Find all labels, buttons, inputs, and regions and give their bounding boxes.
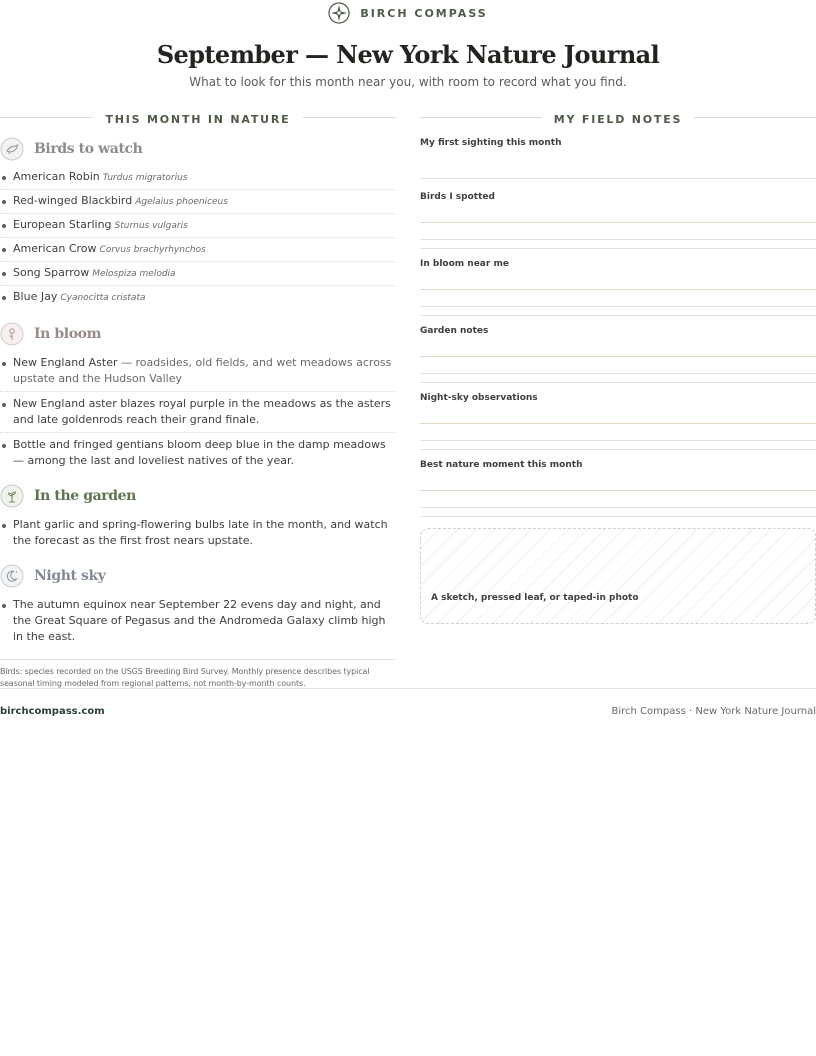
writing-line[interactable]: [420, 178, 816, 179]
footer-site-link[interactable]: birchcompass.com: [0, 706, 105, 717]
field-birds-spotted[interactable]: [420, 192, 816, 249]
bloom-title: In bloom: [34, 326, 101, 342]
compass-icon: [328, 2, 350, 24]
writing-line[interactable]: [420, 507, 816, 508]
sky-list: [0, 593, 396, 649]
list-item: Bottle and fringed gentians bloom deep blue in the damp meadows — among the last and loveliest natives of the year.: [0, 433, 396, 473]
bloom-section: [0, 321, 396, 473]
flower-icon: [0, 322, 24, 346]
brand-name: BIRCH COMPASS: [360, 6, 488, 20]
writing-line[interactable]: [420, 356, 816, 357]
list-item: American Crow Corvus brachyrhynchos: [0, 238, 396, 262]
field-night-sky[interactable]: [420, 393, 816, 450]
list-item: New England aster blazes royal purple in the meadows as the asters and late goldenrods reach their grand finale.: [0, 392, 396, 433]
list-item: Blue Jay Cyanocitta cristata: [0, 286, 396, 309]
brand-bar: [0, 2, 816, 24]
list-item: Song Sparrow Melospiza melodia: [0, 262, 396, 286]
list-item: American Robin Turdus migratorius: [0, 166, 396, 190]
writing-line[interactable]: [420, 516, 816, 517]
list-item: New England Aster — roadsides, old fields, and wet meadows across upstate and the Hudson Valley: [0, 351, 396, 392]
footnote: Birds: species recorded on the USGS Breeding Bird Survey. Monthly presence describes typical seasonal timing modeled from regional patterns, not month-by-month counts.: [0, 659, 396, 690]
footer-divider: [0, 688, 816, 689]
field-first-sighting[interactable]: [420, 138, 816, 179]
notes-heading-label: MY FIELD NOTES: [542, 113, 695, 126]
field-label: Night-sky observations: [420, 393, 538, 403]
sketch-label: A sketch, pressed leaf, or taped-in photo: [431, 593, 639, 603]
nature-heading-label: THIS MONTH IN NATURE: [93, 113, 302, 126]
garden-category-header: [0, 483, 396, 509]
writing-line[interactable]: [420, 382, 816, 383]
writing-line[interactable]: [420, 449, 816, 450]
writing-line[interactable]: [420, 248, 816, 249]
list-item: Plant garlic and spring-flowering bulbs late in the month, and watch the forecast as the first frost nears upstate.: [0, 513, 396, 553]
birds-category-header: [0, 136, 396, 162]
field-label: In bloom near me: [420, 259, 509, 269]
footer-credit: Birch Compass · New York Nature Journal: [611, 706, 816, 717]
writing-line[interactable]: [420, 315, 816, 316]
writing-line[interactable]: [420, 423, 816, 424]
bird-icon: [0, 137, 24, 161]
sketch-box[interactable]: [420, 528, 816, 624]
writing-line[interactable]: [420, 440, 816, 441]
bloom-list: [0, 351, 396, 473]
list-item: Red-winged Blackbird Agelaius phoeniceus: [0, 190, 396, 214]
moon-icon: [0, 564, 24, 588]
writing-line[interactable]: [420, 373, 816, 374]
page-subtitle: What to look for this month near you, with room to record what you find.: [189, 75, 627, 89]
page-title: September — New York Nature Journal: [156, 40, 660, 69]
birds-section: [0, 136, 396, 309]
garden-title: In the garden: [34, 488, 136, 504]
nature-column: [0, 108, 396, 690]
birds-list: [0, 166, 396, 309]
birds-title: Birds to watch: [34, 141, 143, 157]
nature-section-heading: [0, 108, 396, 126]
writing-line[interactable]: [420, 306, 816, 307]
notes-section-heading: [420, 108, 816, 126]
garden-section: [0, 483, 396, 553]
bloom-category-header: [0, 321, 396, 347]
list-item: The autumn equinox near September 22 evens day and night, and the Great Square of Pegasus and the Andromeda Galaxy climb high in the east.: [0, 593, 396, 649]
field-label: Garden notes: [420, 326, 489, 336]
writing-line[interactable]: [420, 222, 816, 223]
field-label: Birds I spotted: [420, 192, 495, 202]
field-label: Best nature moment this month: [420, 460, 583, 470]
writing-line[interactable]: [420, 490, 816, 491]
sky-category-header: [0, 563, 396, 589]
sky-section: [0, 563, 396, 649]
field-in-bloom[interactable]: [420, 259, 816, 316]
field-label: My first sighting this month: [420, 138, 562, 148]
field-best-moment[interactable]: [420, 460, 816, 517]
writing-line[interactable]: [420, 239, 816, 240]
field-garden-notes[interactable]: [420, 326, 816, 383]
sprout-icon: [0, 484, 24, 508]
garden-list: [0, 513, 396, 553]
list-item: European Starling Sturnus vulgaris: [0, 214, 396, 238]
writing-line[interactable]: [420, 289, 816, 290]
notes-column: [420, 108, 816, 624]
sky-title: Night sky: [34, 568, 106, 584]
